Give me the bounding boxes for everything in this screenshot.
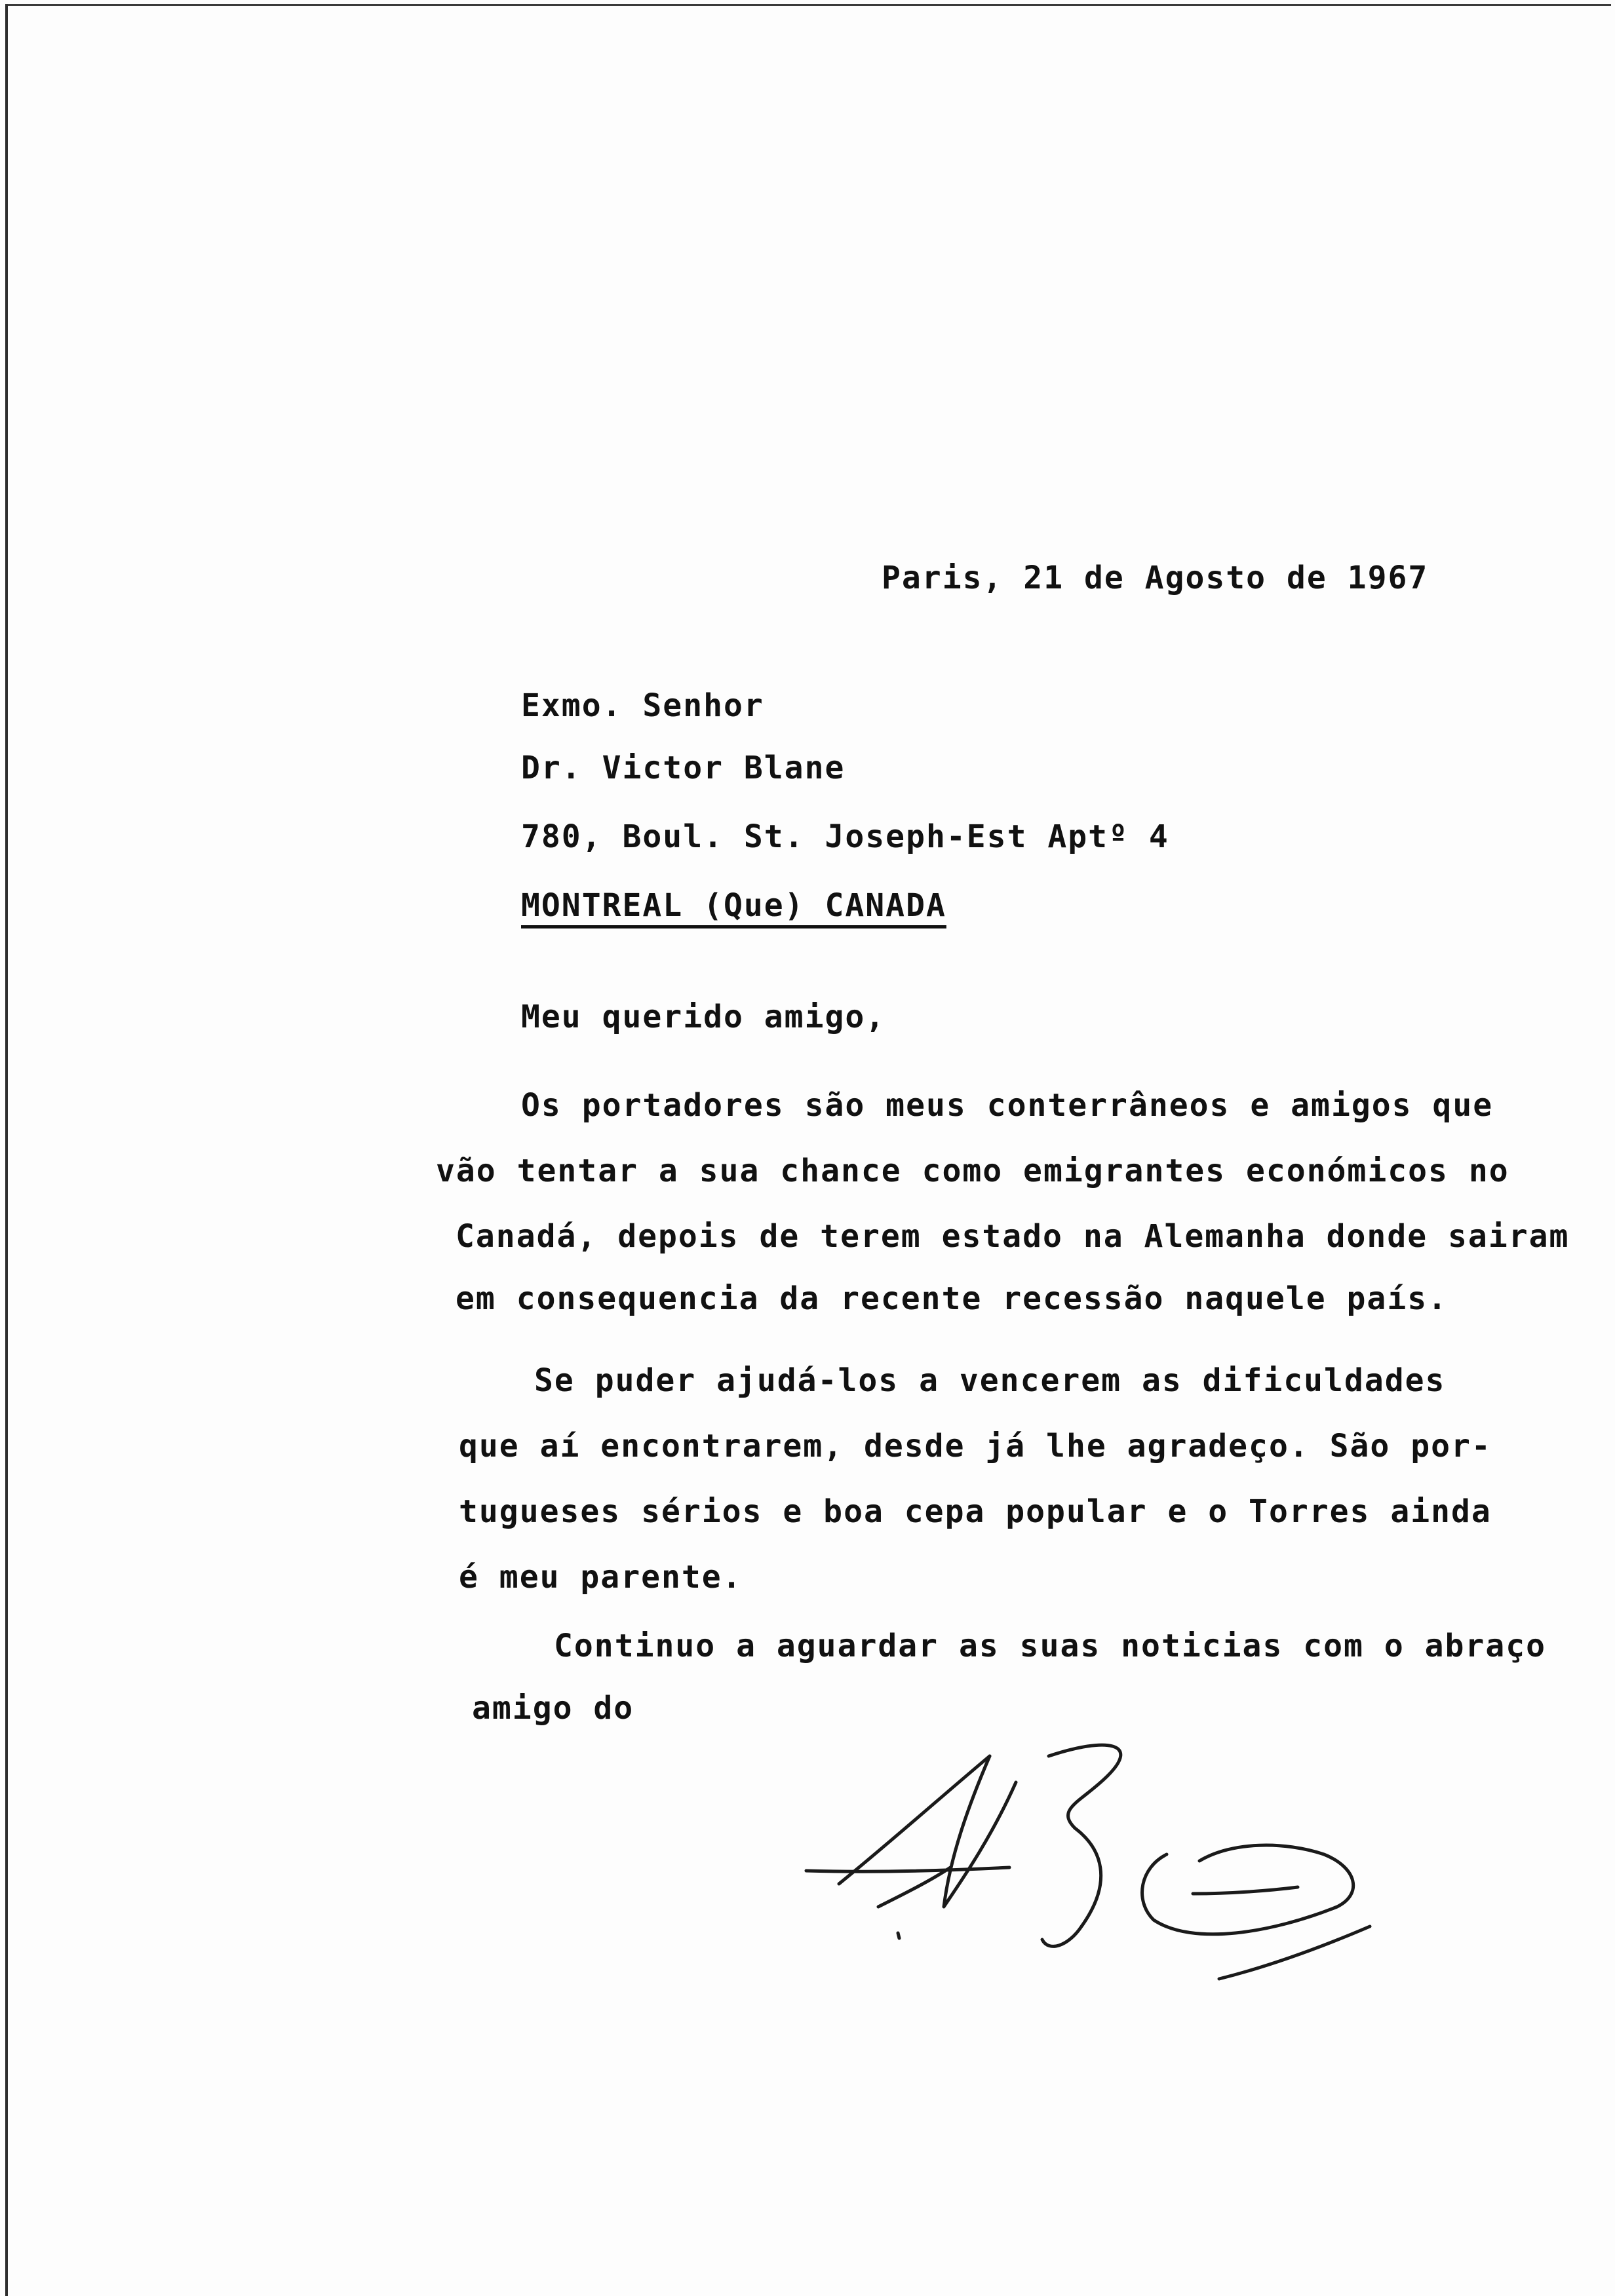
page-edge-top: [5, 4, 1611, 6]
paragraph-2-line-4: é meu parente.: [459, 1559, 743, 1596]
paragraph-2-line-1: Se puder ajudá-los a vencerem as dificuldades: [534, 1362, 1446, 1399]
recipient-street: 780, Boul. St. Joseph-Est Aptº 4: [521, 818, 1169, 855]
recipient-title: Exmo. Senhor: [521, 687, 764, 724]
page-edge-left: [5, 4, 8, 2296]
recipient-name: Dr. Victor Blane: [521, 750, 846, 786]
paragraph-1-line-2: vão tentar a sua chance como emigrantes económicos no: [436, 1153, 1509, 1189]
greeting: Meu querido amigo,: [521, 999, 886, 1035]
date-line: Paris, 21 de Agosto de 1967: [882, 560, 1429, 596]
paragraph-2-line-3: tugueses sérios e boa cepa popular e o Torres ainda: [459, 1493, 1492, 1530]
paragraph-3-line-1: Continuo a aguardar as suas noticias com o abraço: [554, 1628, 1547, 1664]
paragraph-3-line-2: amigo do: [472, 1690, 634, 1727]
recipient-city: MONTREAL (Que) CANADA: [521, 887, 946, 924]
paragraph-1-line-4: em consequencia da recente recessão naquele país.: [456, 1280, 1449, 1317]
paragraph-1-line-1: Os portadores são meus conterrâneos e amigos que: [521, 1087, 1494, 1124]
paragraph-2-line-2: que aí encontrarem, desde já lhe agradeço. São por-: [459, 1428, 1492, 1464]
handwritten-signature: [800, 1730, 1390, 2005]
paragraph-1-line-3: Canadá, depois de terem estado na Alemanha donde sairam: [456, 1218, 1570, 1255]
